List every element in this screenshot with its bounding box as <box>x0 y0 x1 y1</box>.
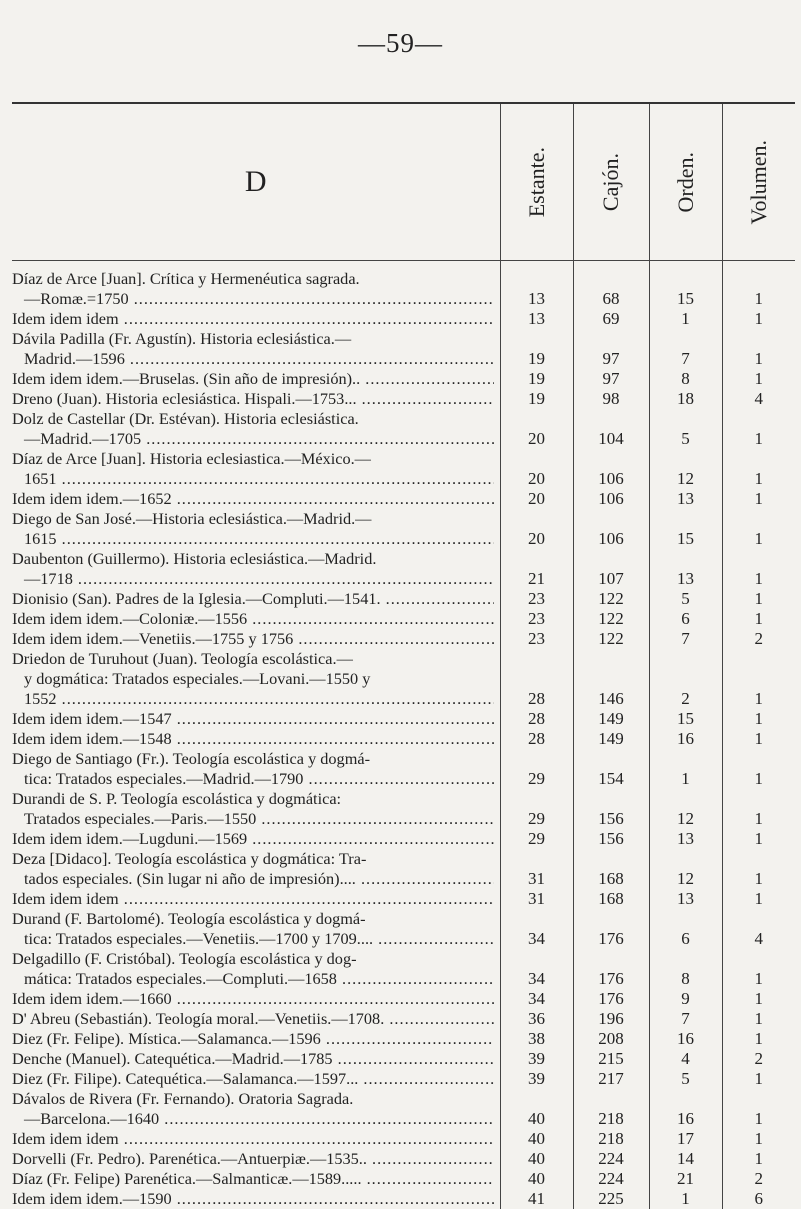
cell-cajon: 215 <box>573 1049 649 1069</box>
cell-orden: 7 <box>649 1009 722 1029</box>
table-row <box>12 649 795 709</box>
table-row <box>12 829 795 849</box>
table-row <box>12 449 795 489</box>
cell-cajon: 97 <box>573 329 649 369</box>
cell-orden: 14 <box>649 1149 722 1169</box>
cell-volumen: 1 <box>722 509 795 549</box>
cell-orden: 12 <box>649 449 722 489</box>
entry-line: Durand (F. Bartolomé). Teología escolástica y dogmá- <box>12 909 494 929</box>
cell-volumen: 1 <box>722 589 795 609</box>
entry-title <box>12 829 500 849</box>
entry-line: Idem idem idem.—1547 ..... <box>12 709 494 729</box>
cell-volumen: 1 <box>722 609 795 629</box>
entry-title <box>12 609 500 629</box>
cell-volumen: 1 <box>722 449 795 489</box>
cell-cajon: 149 <box>573 709 649 729</box>
cell-orden: 13 <box>649 889 722 909</box>
entry-title <box>12 449 500 489</box>
cell-orden: 21 <box>649 1169 722 1189</box>
table-row <box>12 409 795 449</box>
entry-title <box>12 329 500 369</box>
cell-cajon: 122 <box>573 609 649 629</box>
table-row <box>12 709 795 729</box>
cell-cajon: 168 <box>573 889 649 909</box>
cell-cajon: 154 <box>573 749 649 789</box>
entry-title <box>12 1089 500 1129</box>
entry-title <box>12 949 500 989</box>
cell-orden: 13 <box>649 549 722 589</box>
entry-title <box>12 789 500 829</box>
entry-title <box>12 549 500 589</box>
cell-estante: 20 <box>500 409 573 449</box>
cell-cajon: 218 <box>573 1089 649 1129</box>
cell-volumen: 1 <box>722 649 795 709</box>
table-row <box>12 609 795 629</box>
cell-volumen: 1 <box>722 489 795 509</box>
cell-volumen: 1 <box>722 949 795 989</box>
table-row <box>12 369 795 389</box>
cell-cajon: 149 <box>573 729 649 749</box>
table-row <box>12 329 795 369</box>
cell-orden: 18 <box>649 389 722 409</box>
cell-cajon: 218 <box>573 1129 649 1149</box>
cell-estante: 34 <box>500 989 573 1009</box>
table-row <box>12 789 795 829</box>
cell-volumen: 4 <box>722 389 795 409</box>
cell-estante: 39 <box>500 1069 573 1089</box>
cell-orden: 5 <box>649 409 722 449</box>
table-row <box>12 949 795 989</box>
entry-line: D' Abreu (Sebastián). Teología moral.—Venetiis.—1708. ..... <box>12 1009 494 1029</box>
cell-orden: 13 <box>649 489 722 509</box>
entry-title <box>12 1169 500 1189</box>
cell-cajon: 208 <box>573 1029 649 1049</box>
cell-volumen: 1 <box>722 549 795 589</box>
table-row <box>12 489 795 509</box>
entry-line: —1718 ..... <box>12 569 494 589</box>
cell-orden: 8 <box>649 369 722 389</box>
table-row <box>12 1009 795 1029</box>
cell-cajon: 217 <box>573 1069 649 1089</box>
entry-line: Idem idem idem.—Bruselas. (Sin año de impresión).. ..... <box>12 369 494 389</box>
entry-line: Idem idem idem.—1548 ..... <box>12 729 494 749</box>
cell-volumen: 1 <box>722 261 795 310</box>
cell-orden: 15 <box>649 709 722 729</box>
entry-line: tados especiales. (Sin lugar ni año de impresión).... ..... <box>12 869 494 889</box>
cell-orden: 1 <box>649 309 722 329</box>
table-row <box>12 989 795 1009</box>
cell-orden: 17 <box>649 1129 722 1149</box>
cell-orden: 4 <box>649 1049 722 1069</box>
table-row <box>12 261 795 310</box>
cell-cajon: 224 <box>573 1149 649 1169</box>
cell-orden: 12 <box>649 849 722 889</box>
cell-cajon: 156 <box>573 829 649 849</box>
entry-line: Idem idem idem ..... <box>12 309 494 329</box>
entry-line: Díaz de Arce [Juan]. Crítica y Hermenéutica sagrada. <box>12 269 494 289</box>
entry-title <box>12 1009 500 1029</box>
table-row <box>12 1169 795 1189</box>
table-row <box>12 889 795 909</box>
cell-cajon: 68 <box>573 261 649 310</box>
entry-line: Dorvelli (Fr. Pedro). Parenética.—Antuerpiæ.—1535.. ..... <box>12 1149 494 1169</box>
entry-title <box>12 409 500 449</box>
cell-cajon: 225 <box>573 1189 649 1209</box>
cell-volumen: 1 <box>722 729 795 749</box>
entry-line: Idem idem idem.—Coloniæ.—1556 ..... <box>12 609 494 629</box>
entry-title <box>12 309 500 329</box>
cell-estante: 31 <box>500 849 573 889</box>
cell-volumen: 1 <box>722 329 795 369</box>
entry-line: 1552 ..... <box>12 689 494 709</box>
table-row <box>12 1089 795 1129</box>
entry-line: Idem idem idem.—1660 ..... <box>12 989 494 1009</box>
cell-orden: 16 <box>649 729 722 749</box>
entry-line: Idem idem idem.—1590 ..... <box>12 1189 494 1209</box>
cell-estante: 39 <box>500 1049 573 1069</box>
cell-volumen: 1 <box>722 749 795 789</box>
cell-estante: 28 <box>500 649 573 709</box>
cell-estante: 20 <box>500 489 573 509</box>
cell-orden: 15 <box>649 261 722 310</box>
entry-line: Diez (Fr. Felipe). Mística.—Salamanca.—1596 ..... <box>12 1029 494 1049</box>
cell-orden: 1 <box>649 749 722 789</box>
entry-line: Durandi de S. P. Teología escolástica y dogmática: <box>12 789 494 809</box>
cell-orden: 16 <box>649 1029 722 1049</box>
entry-title <box>12 749 500 789</box>
entry-line: Driedon de Turuhout (Juan). Teología escolástica.— <box>12 649 494 669</box>
column-header-orden: Orden. <box>649 104 722 261</box>
table-row <box>12 849 795 889</box>
entry-line: Dolz de Castellar (Dr. Estévan). Historia eclesiástica. <box>12 409 494 429</box>
entry-line: —Romæ.=1750 ..... <box>12 289 494 309</box>
entry-title <box>12 1029 500 1049</box>
entry-line: —Barcelona.—1640 ..... <box>12 1109 494 1129</box>
cell-estante: 28 <box>500 729 573 749</box>
catalog-rows <box>12 261 795 1209</box>
cell-volumen: 1 <box>722 709 795 729</box>
cell-estante: 19 <box>500 329 573 369</box>
entry-line: Idem idem idem.—Venetiis.—1755 y 1756 ..... <box>12 629 494 649</box>
cell-estante: 19 <box>500 369 573 389</box>
cell-cajon: 176 <box>573 909 649 949</box>
entry-title <box>12 509 500 549</box>
table-row <box>12 1129 795 1149</box>
cell-cajon: 224 <box>573 1169 649 1189</box>
cell-volumen: 1 <box>722 309 795 329</box>
cell-volumen: 6 <box>722 1189 795 1209</box>
table-row <box>12 389 795 409</box>
cell-volumen: 1 <box>722 789 795 829</box>
cell-estante: 20 <box>500 449 573 489</box>
cell-estante: 34 <box>500 949 573 989</box>
cell-volumen: 1 <box>722 989 795 1009</box>
entry-title <box>12 1069 500 1089</box>
table-row <box>12 549 795 589</box>
cell-volumen: 2 <box>722 629 795 649</box>
table-row <box>12 1029 795 1049</box>
cell-orden: 7 <box>649 629 722 649</box>
table-row <box>12 1049 795 1069</box>
cell-orden: 5 <box>649 1069 722 1089</box>
cell-volumen: 4 <box>722 909 795 949</box>
entry-line: Diez (Fr. Filipe). Catequética.—Salamanca.—1597... ..... <box>12 1069 494 1089</box>
cell-estante: 29 <box>500 789 573 829</box>
cell-cajon: 106 <box>573 449 649 489</box>
cell-volumen: 1 <box>722 849 795 889</box>
table-row <box>12 1149 795 1169</box>
entry-line: Daubenton (Guillermo). Historia eclesiástica.—Madrid. <box>12 549 494 569</box>
cell-cajon: 176 <box>573 989 649 1009</box>
entry-line: Idem idem idem ..... <box>12 1129 494 1149</box>
cell-estante: 34 <box>500 909 573 949</box>
cell-cajon: 156 <box>573 789 649 829</box>
cell-estante: 21 <box>500 549 573 589</box>
entry-title <box>12 1189 500 1209</box>
entry-line: Dávila Padilla (Fr. Agustín). Historia eclesiástica.— <box>12 329 494 349</box>
cell-orden: 16 <box>649 1089 722 1129</box>
table-header-row <box>12 104 795 261</box>
entry-title <box>12 909 500 949</box>
column-header-estante: Estante. <box>500 104 573 261</box>
table-row <box>12 909 795 949</box>
cell-estante: 19 <box>500 389 573 409</box>
cell-cajon: 106 <box>573 489 649 509</box>
entry-title <box>12 1149 500 1169</box>
entry-title <box>12 709 500 729</box>
cell-volumen: 1 <box>722 1129 795 1149</box>
cell-orden: 15 <box>649 509 722 549</box>
entry-line: Idem idem idem.—1652 ..... <box>12 489 494 509</box>
entry-title <box>12 729 500 749</box>
cell-cajon: 196 <box>573 1009 649 1029</box>
table-row <box>12 509 795 549</box>
entry-title <box>12 889 500 909</box>
entry-line: Diego de Santiago (Fr.). Teología escolástica y dogmá- <box>12 749 494 769</box>
table-row <box>12 309 795 329</box>
entry-title <box>12 261 500 310</box>
cell-cajon: 146 <box>573 649 649 709</box>
entry-line: —Madrid.—1705 ..... <box>12 429 494 449</box>
entry-line: Diego de San José.—Historia eclesiástica.—Madrid.— <box>12 509 494 529</box>
entry-title <box>12 489 500 509</box>
cell-cajon: 122 <box>573 589 649 609</box>
entry-line: tica: Tratados especiales.—Venetiis.—1700 y 1709.... ..... <box>12 929 494 949</box>
entry-line: Idem idem idem ..... <box>12 889 494 909</box>
entry-title <box>12 649 500 709</box>
cell-estante: 41 <box>500 1189 573 1209</box>
cell-orden: 1 <box>649 1189 722 1209</box>
cell-estante: 40 <box>500 1169 573 1189</box>
entry-line: y dogmática: Tratados especiales.—Lovani.—1550 y <box>12 669 494 689</box>
cell-volumen: 1 <box>722 409 795 449</box>
cell-volumen: 1 <box>722 1089 795 1129</box>
cell-volumen: 1 <box>722 1029 795 1049</box>
entry-title <box>12 1129 500 1149</box>
cell-orden: 2 <box>649 649 722 709</box>
cell-estante: 29 <box>500 829 573 849</box>
cell-cajon: 176 <box>573 949 649 989</box>
cell-cajon: 122 <box>573 629 649 649</box>
cell-cajon: 104 <box>573 409 649 449</box>
catalog-table <box>12 104 795 1209</box>
cell-estante: 20 <box>500 509 573 549</box>
entry-line: Idem idem idem.—Lugduni.—1569 ..... <box>12 829 494 849</box>
cell-orden: 12 <box>649 789 722 829</box>
cell-estante: 29 <box>500 749 573 789</box>
cell-volumen: 1 <box>722 829 795 849</box>
cell-estante: 38 <box>500 1029 573 1049</box>
cell-estante: 40 <box>500 1149 573 1169</box>
cell-cajon: 69 <box>573 309 649 329</box>
entry-line: 1615 ..... <box>12 529 494 549</box>
page-number: —59— <box>0 28 801 59</box>
column-header-volumen: Volumen. <box>722 104 795 261</box>
cell-cajon: 168 <box>573 849 649 889</box>
entry-line: mática: Tratados especiales.—Compluti.—1658 ..... <box>12 969 494 989</box>
table-row <box>12 749 795 789</box>
catalog-table-wrapper <box>12 104 795 1209</box>
cell-orden: 9 <box>649 989 722 1009</box>
entry-line: Tratados especiales.—Paris.—1550 ..... <box>12 809 494 829</box>
cell-estante: 23 <box>500 589 573 609</box>
entry-line: Dionisio (San). Padres de la Iglesia.—Compluti.—1541. ..... <box>12 589 494 609</box>
cell-orden: 13 <box>649 829 722 849</box>
table-row <box>12 1069 795 1089</box>
cell-estante: 23 <box>500 629 573 649</box>
entry-line: 1651 ..... <box>12 469 494 489</box>
cell-estante: 28 <box>500 709 573 729</box>
table-row <box>12 589 795 609</box>
entry-line: tica: Tratados especiales.—Madrid.—1790 ..... <box>12 769 494 789</box>
entry-title <box>12 1049 500 1069</box>
cell-orden: 8 <box>649 949 722 989</box>
section-letter: D <box>12 104 500 261</box>
cell-cajon: 107 <box>573 549 649 589</box>
entry-title <box>12 369 500 389</box>
entry-line: Díaz (Fr. Felipe) Parenética.—Salmanticæ.—1589..... ..... <box>12 1169 494 1189</box>
entry-line: Delgadillo (F. Cristóbal). Teología escolástica y dog- <box>12 949 494 969</box>
entry-title <box>12 849 500 889</box>
cell-estante: 13 <box>500 309 573 329</box>
entry-line: Dávalos de Rivera (Fr. Fernando). Oratoria Sagrada. <box>12 1089 494 1109</box>
cell-orden: 7 <box>649 329 722 369</box>
cell-volumen: 1 <box>722 889 795 909</box>
cell-volumen: 2 <box>722 1169 795 1189</box>
cell-orden: 5 <box>649 589 722 609</box>
entry-title <box>12 389 500 409</box>
cell-estante: 23 <box>500 609 573 629</box>
cell-volumen: 1 <box>722 1069 795 1089</box>
cell-cajon: 106 <box>573 509 649 549</box>
cell-estante: 31 <box>500 889 573 909</box>
cell-orden: 6 <box>649 909 722 949</box>
cell-volumen: 1 <box>722 1009 795 1029</box>
entry-title <box>12 629 500 649</box>
cell-estante: 40 <box>500 1129 573 1149</box>
table-row <box>12 1189 795 1209</box>
cell-estante: 40 <box>500 1089 573 1129</box>
entry-line: Díaz de Arce [Juan]. Historia eclesiastica.—México.— <box>12 449 494 469</box>
cell-estante: 36 <box>500 1009 573 1029</box>
column-header-cajon: Cajón. <box>573 104 649 261</box>
cell-cajon: 98 <box>573 389 649 409</box>
cell-orden: 6 <box>649 609 722 629</box>
entry-line: Madrid.—1596 ..... <box>12 349 494 369</box>
entry-line: Deza [Didaco]. Teología escolástica y dogmática: Tra- <box>12 849 494 869</box>
cell-estante: 13 <box>500 261 573 310</box>
entry-line: Dreno (Juan). Historia eclesiástica. Hispali.—1753... ..... <box>12 389 494 409</box>
entry-line: Denche (Manuel). Catequética.—Madrid.—1785 ..... <box>12 1049 494 1069</box>
entry-title <box>12 989 500 1009</box>
cell-cajon: 97 <box>573 369 649 389</box>
cell-volumen: 1 <box>722 369 795 389</box>
table-row <box>12 629 795 649</box>
entry-title <box>12 589 500 609</box>
cell-volumen: 2 <box>722 1049 795 1069</box>
cell-volumen: 1 <box>722 1149 795 1169</box>
table-row <box>12 729 795 749</box>
